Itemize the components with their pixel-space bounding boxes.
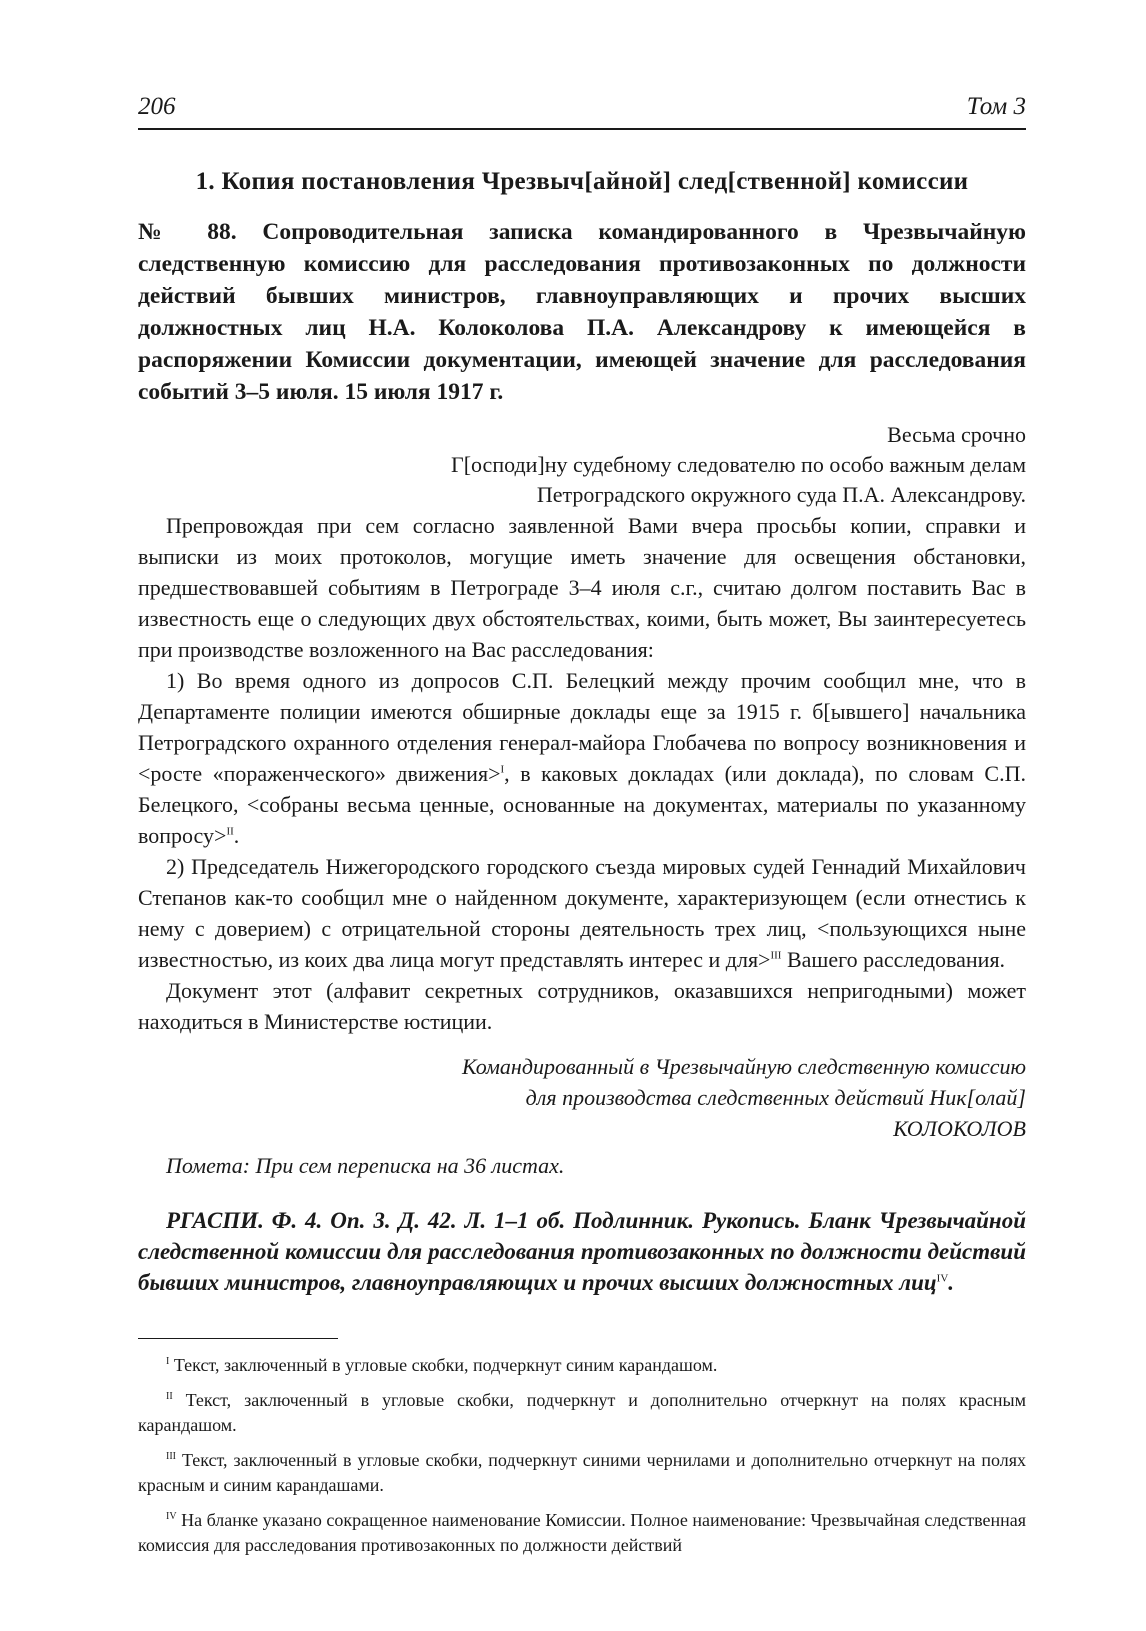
- footnote-rule: [138, 1338, 338, 1339]
- paragraph-2-text-a: 1) Во время одного из допросов С.П. Белецкий между прочим сообщил мне, что в Департаменте полиции имеются обширные доклады еще за 1915 г. б[ывшего] начальника Петроградского охранного отделения генерал-майора Глобачева по вопросу возникновения и <росте «пораженческого» движения>: [138, 668, 1026, 786]
- signature-line-2: [138, 1082, 1026, 1144]
- archive-source-end: .: [948, 1270, 955, 1295]
- footnote-text: Текст, заключенный в угловые скобки, подчеркнут и дополнительно отчеркнут на полях красным карандашом.: [138, 1390, 1026, 1435]
- footnote-ref-1: I: [500, 763, 505, 776]
- section-title: 1. Копия постановления Чрезвыч[айной] след[ственной] комиссии: [195, 168, 969, 195]
- header-rule: [138, 128, 1026, 130]
- footnote-2: [138, 1388, 1026, 1438]
- footnote-text: Текст, заключенный в угловые скобки, подчеркнут синим карандашом.: [169, 1355, 718, 1375]
- footnote-text: На бланке указано сокращенное наименование Комиссии. Полное наименование: Чрезвычайная следственная комиссия для расследования противозаконных по должности действий: [138, 1510, 1026, 1555]
- document-title: № 88. Сопроводительная записка командированного в Чрезвычайную следственную комиссию для расследования противозаконных по должности действий бывших министров, главноуправляющих и прочих высших должностных лиц Н.А. Колоколова П.А. Александрову к имеющейся в распоряжении Комиссии документации, имеющей значение для расследования событий 3–5 июля. 15 июля 1917 г.: [138, 219, 1026, 405]
- paragraph-3: [138, 851, 1026, 975]
- footnote-3: [138, 1448, 1026, 1498]
- paragraph-2-text-b: , в каковых докладах (или доклада), по словам С.П. Белецкого, <собраны весьма ценные, основанные на документах, материалы по указанному вопросу>: [138, 761, 1026, 848]
- annotation-note: Помета: При сем переписка на 36 листах.: [166, 1153, 565, 1178]
- footnote-ref-2: II: [226, 825, 234, 838]
- archive-source-text: РГАСПИ. Ф. 4. Оп. 3. Д. 42. Л. 1–1 об. Подлинник. Рукопись. Бланк Чрезвычайной следственной комиссии для расследования противозаконных по должности действий бывших министров, главноуправляющих и прочих высших должностных лиц: [138, 1208, 1026, 1295]
- footnote-1: [138, 1353, 1026, 1378]
- addressee-line-2: Петроградского окружного суда П.А. Александрову.: [536, 482, 1026, 507]
- footnote-mark: I: [166, 1356, 170, 1367]
- paragraph-2-text-c: .: [233, 823, 240, 848]
- addressee: [138, 450, 1026, 510]
- page-body: [138, 166, 1026, 1568]
- paragraph-2: [138, 665, 1026, 851]
- footnote-mark: II: [166, 1391, 173, 1402]
- archive-source: [138, 1205, 1026, 1298]
- footnote-mark: IV: [166, 1511, 177, 1522]
- footnote-4: [138, 1508, 1026, 1558]
- page-number: 206: [138, 93, 176, 120]
- footnote-ref-3: III: [770, 949, 782, 962]
- addressee-line-1: Г[осподи]ну судебному следователю по особо важным делам: [450, 452, 1026, 477]
- paragraph-4: Документ этот (алфавит секретных сотрудников, оказавшихся непригодными) может находиться в Министерстве юстиции.: [138, 978, 1026, 1034]
- paragraph-3-text-a: 2) Председатель Нижегородского городского съезда мировых судей Геннадий Михайлович Степанов как-то сообщил мне о найденном документе, характеризующем (если отнестись к нему с доверием) с отрицательной стороны деятельность трех лиц, <пользующихся ныне известностью, из коих два лица могут представлять интерес и для>: [138, 854, 1026, 972]
- volume-label: Том 3: [966, 93, 1026, 120]
- paragraph-3-text-b: Вашего расследования.: [781, 947, 1006, 972]
- signature-line-1: Командированный в Чрезвычайную следственную комиссию: [461, 1054, 1026, 1079]
- signature-name: КОЛОКОЛОВ: [893, 1116, 1026, 1141]
- paragraph-1: Препровождая при сем согласно заявленной Вами вчера просьбы копии, справки и выписки из моих протоколов, могущие иметь значение для освещения обстановки, предшествовавшей событиям в Петрограде 3–4 июля с.г., считаю долгом поставить Вас в известность еще о следующих двух обстоятельствах, коими, быть может, Вы заинтересуетесь при производстве возложенного на Вас расследования:: [138, 513, 1026, 662]
- urgency-mark: Весьма срочно: [887, 422, 1026, 447]
- signature-block: [138, 1051, 1026, 1144]
- signature-prefix: для производства следственных действий Ник[олай]: [525, 1085, 1026, 1110]
- footnote-mark: III: [166, 1451, 176, 1462]
- footnote-text: Текст, заключенный в угловые скобки, подчеркнут синими чернилами и дополнительно отчеркнут на полях красным и синим карандашами.: [138, 1450, 1026, 1495]
- footnote-ref-4: IV: [936, 1272, 949, 1285]
